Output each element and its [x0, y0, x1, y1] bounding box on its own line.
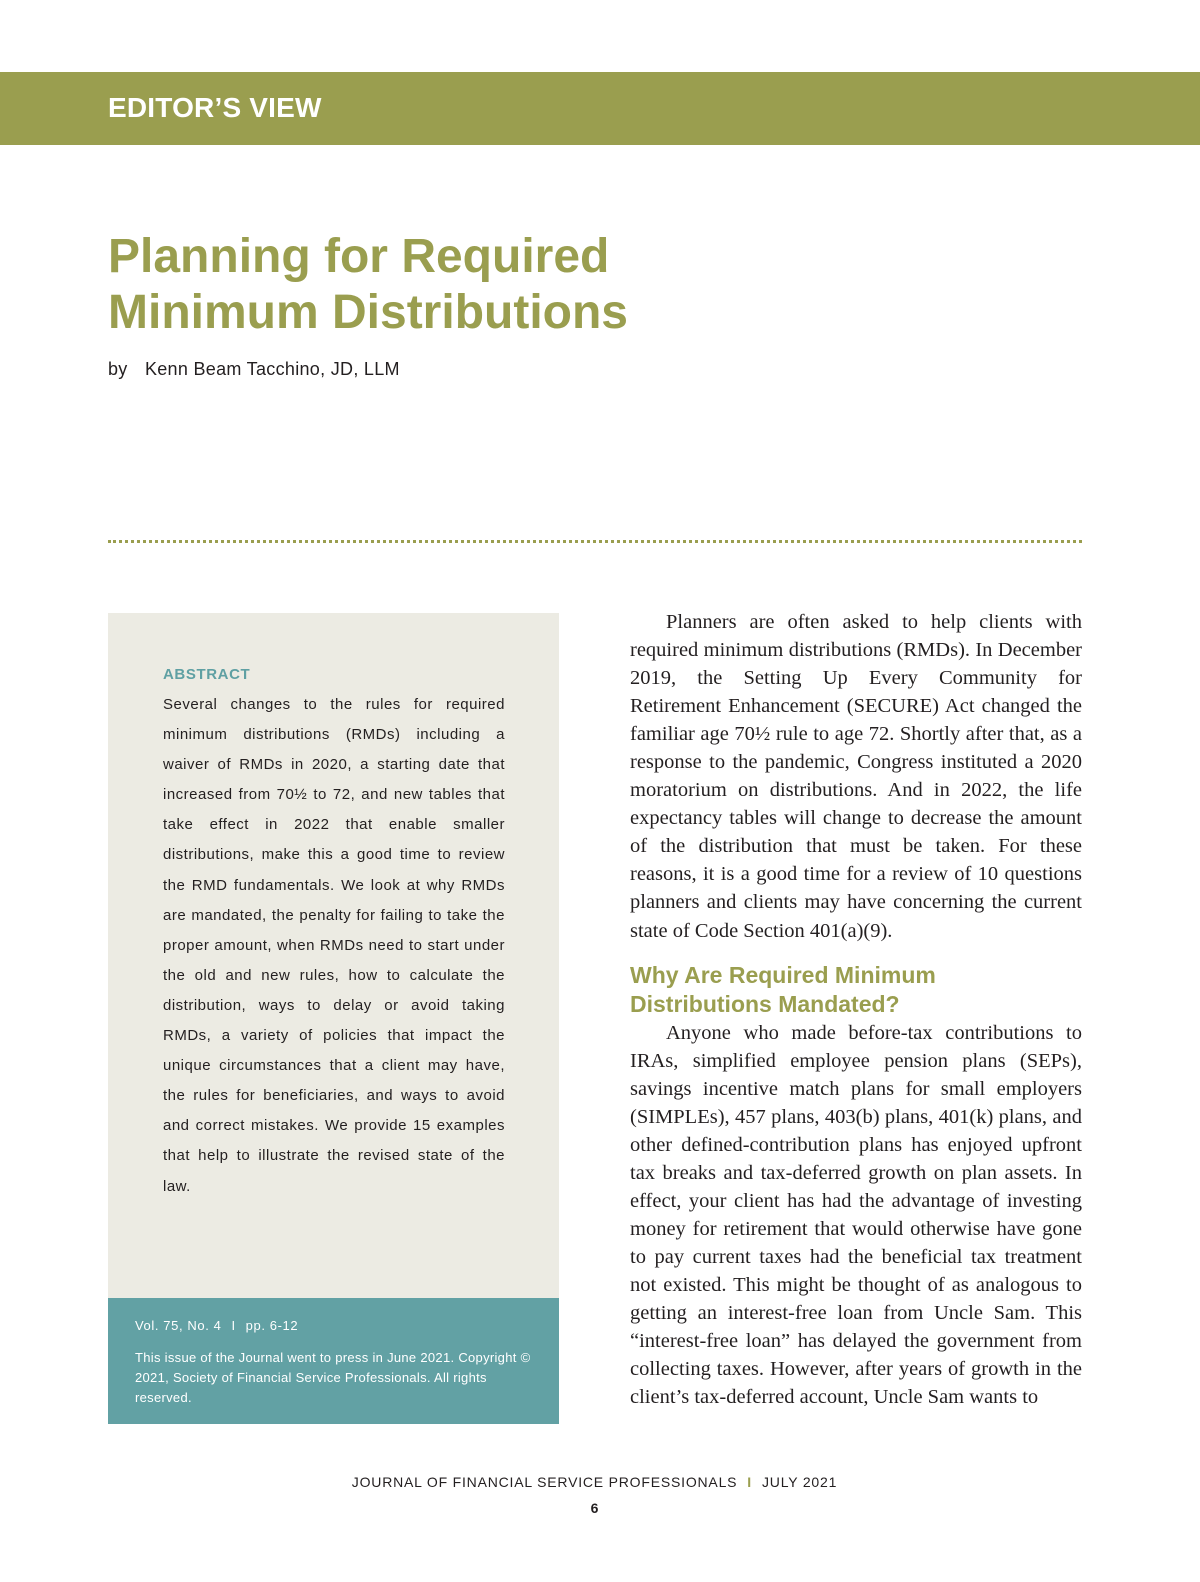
dotted-divider: [108, 540, 1082, 543]
abstract-text: Several changes to the rules for required minimum distributions (RMDs) including a waiver of RMDs in 2020, a starting date that increased from 70½ to 72, and new tables that take effect in 2022 that enable smaller distributions, make this a good time to review the RMD fundamentals. We look at why RMDs are mandated, the penalty for failing to take the proper amount, when RMDs need to start under the old and new rules, how to calculate the distribution, ways to delay or avoid taking RMDs, a variety of policies that impact the unique circumstances that a client may have, the rules for beneficiaries, and ways to avoid and correct mistakes. We provide 15 examples that help to illustrate the revised state of the law.: [163, 696, 505, 1195]
page-number: 6: [590, 1500, 599, 1516]
author-name: Kenn Beam Tacchino, JD, LLM: [144, 359, 400, 379]
section-banner: [0, 72, 1200, 145]
section-label: EDITOR’S VIEW: [108, 92, 322, 123]
abstract-box: [108, 613, 559, 1298]
body-paragraph-2: Anyone who made before-tax contributions to IRAs, simplified employee pension plans (SEPs), savings incentive match plans for small employers (SIMPLEs), 457 plans, 403(b) plans, 401(k) plans, and other defined-contribution plans has enjoyed upfront tax breaks and tax-deferred growth on plan assets. In effect, your client has had the advantage of investing money for retirement that would otherwise have gone to pay current taxes had the beneficial tax treatment not existed. This might be thought of as analogous to getting an interest-free loan from Uncle Sam. This “interest-free loan” has delayed the government from collecting taxes. However, after years of growth in the client’s tax-deferred account, Uncle Sam wants to: [630, 1021, 1082, 1409]
page-footer: [0, 1474, 1189, 1490]
issue-pages: pp. 6-12: [245, 1318, 299, 1333]
article-title: [108, 229, 868, 341]
issue-volume: Vol. 75, No. 4: [135, 1318, 222, 1333]
citation-separator: I: [231, 1318, 236, 1333]
article-title-line-1: Planning for Required: [108, 230, 610, 283]
issue-citation: [135, 1318, 298, 1333]
issue-info-box: [108, 1298, 559, 1424]
journal-name: JOURNAL OF FINANCIAL SERVICE PROFESSIONALS: [351, 1474, 738, 1490]
byline-prefix: by: [108, 359, 128, 379]
issue-date: JULY 2021: [762, 1474, 838, 1490]
copyright-note: This issue of the Journal went to press in June 2021. Copyright © 2021, Society of Financial Service Professionals. All rights reserved.: [135, 1350, 531, 1405]
section-heading: Why Are Required Minimum Distributions Mandated?: [630, 961, 936, 1017]
byline: [108, 359, 400, 380]
footer-separator: I: [747, 1474, 752, 1490]
abstract-heading: ABSTRACT: [163, 666, 251, 683]
article-body: [630, 608, 1082, 1411]
article-title-line-2: Minimum Distributions: [108, 286, 628, 339]
body-paragraph-1: Planners are often asked to help clients with required minimum distributions (RMDs). In December 2019, the Setting Up Every Community for Retirement Enhancement (SECURE) Act changed the familiar age 70½ rule to age 72. Shortly after that, as a response to the pandemic, Congress instituted a 2020 moratorium on distributions. And in 2022, the life expectancy tables will change to decrease the amount of the distribution that must be taken. For these reasons, it is a good time for a review of 10 questions planners and clients may have concerning the current state of Code Section 401(a)(9).: [630, 611, 1082, 942]
